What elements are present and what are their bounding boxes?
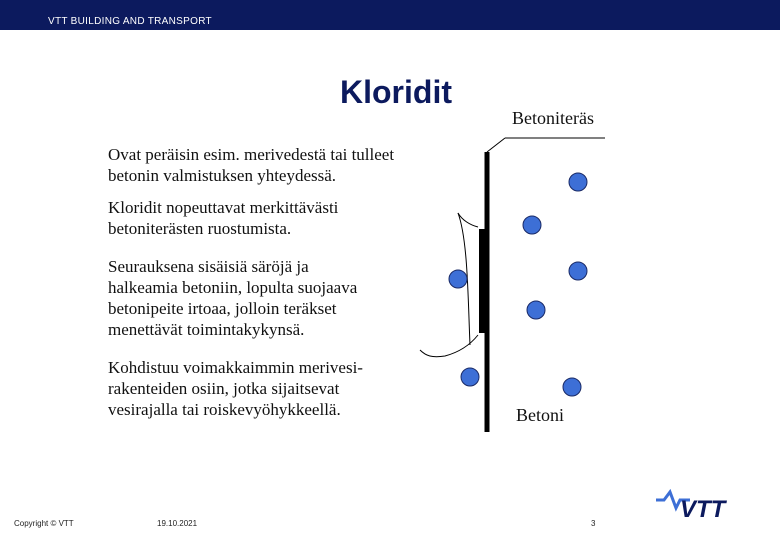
paragraph-line: menettävät toimintakykynsä. xyxy=(108,320,305,339)
paragraph-line: Ovat peräisin esim. merivedestä tai tulleet xyxy=(108,145,395,164)
paragraph-line: betonin valmistuksen yhteydessä. xyxy=(108,166,337,185)
paragraph-line: Kloridit nopeuttavat merkittävästi xyxy=(108,198,339,217)
paragraph-line: rakenteiden osiin, jotka sijaitsevat xyxy=(108,379,340,398)
paragraph-line: vesirajalla tai roiskevyöhykkeellä. xyxy=(108,400,341,419)
paragraph-line: Seurauksena sisäisiä säröjä ja xyxy=(108,257,309,276)
header-org: VTT BUILDING AND TRANSPORT xyxy=(48,16,212,27)
chloride-particle xyxy=(569,262,587,280)
concrete-label: Betoni xyxy=(516,405,564,425)
chloride-particle xyxy=(523,216,541,234)
chloride-particle xyxy=(461,368,479,386)
footer-page-number: 3 xyxy=(591,519,596,528)
rebar-label: Betoniteräs xyxy=(512,108,594,128)
chloride-particle xyxy=(527,301,545,319)
corroded-rebar-section xyxy=(479,229,485,333)
paragraph-line: betonipeite irtoaa, jolloin teräkset xyxy=(108,299,337,318)
chloride-particle xyxy=(569,173,587,191)
paragraph-line: halkeamia betoniin, lopulta suojaava xyxy=(108,278,358,297)
vtt-logo xyxy=(650,484,750,520)
chloride-particle xyxy=(449,270,467,288)
slide-title: Kloridit xyxy=(340,74,452,110)
footer-date: 19.10.2021 xyxy=(157,519,198,528)
paragraph-line: Kohdistuu voimakkaimmin merivesi- xyxy=(108,358,363,377)
paragraph-line: betoniterästen ruostumista. xyxy=(108,219,292,238)
logo-text: VTT xyxy=(680,496,726,520)
chloride-particle xyxy=(563,378,581,396)
rebar-label-leader xyxy=(487,138,505,152)
footer-copyright: Copyright © VTT xyxy=(14,519,74,528)
